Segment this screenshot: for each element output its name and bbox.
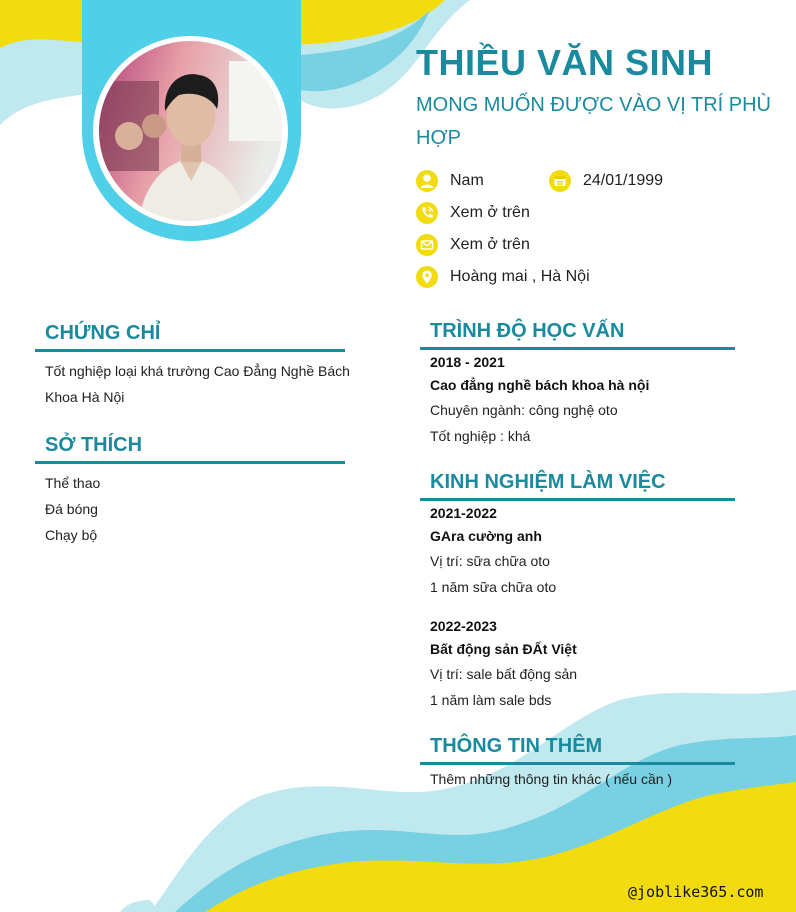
info-gender (416, 170, 484, 192)
certificate-item: Tốt nghiệp loại khá trường Cao Đẳng Nghề Bách Khoa Hà Nội (45, 363, 350, 405)
info-address (416, 266, 590, 288)
hobby-item: Đá bóng (45, 501, 98, 517)
education-school: Cao đẳng nghề bách khoa hà nội (430, 377, 650, 393)
job-company: Bất động sản ĐẤt Việt (430, 641, 577, 657)
calendar-icon (549, 170, 571, 192)
extra-title: THÔNG TIN THÊM (420, 735, 735, 765)
address-value: Hoàng mai , Hà Nội (450, 268, 590, 285)
extra-text: Thêm những thông tin khác ( nếu cần ) (430, 771, 673, 787)
job-position: Vị trí: sữa chữa oto (430, 553, 550, 569)
info-email (416, 234, 530, 256)
info-phone (416, 202, 530, 224)
job-position: Vị trí: sale bất động sản (430, 666, 578, 682)
footer-watermark: @joblike365.com (628, 883, 764, 901)
birthdate-value: 24/01/1999 (583, 172, 664, 189)
hobbies-title: SỞ THÍCH (35, 434, 345, 464)
hobby-item: Chạy bộ (45, 527, 98, 543)
gender-value: Nam (450, 172, 484, 189)
info-birthdate (549, 170, 663, 192)
email-icon (416, 234, 438, 256)
profile-photo (99, 41, 282, 221)
candidate-name: THIỀU VĂN SINH (416, 42, 714, 83)
education-grade: Tốt nghiệp : khá (430, 428, 531, 444)
job-period: 2021-2022 (430, 505, 497, 521)
phone-icon (416, 202, 438, 224)
job-company: GAra cường anh (430, 528, 542, 544)
education-period: 2018 - 2021 (430, 354, 505, 370)
job-detail: 1 năm làm sale bds (430, 692, 552, 708)
email-value: Xem ở trên (450, 236, 530, 253)
education-title: TRÌNH ĐỘ HỌC VẤN (420, 320, 735, 350)
certificates-title: CHỨNG CHỈ (35, 322, 345, 352)
phone-value: Xem ở trên (450, 204, 530, 221)
job-detail: 1 năm sữa chữa oto (430, 579, 557, 595)
job-period: 2022-2023 (430, 618, 497, 634)
location-icon (416, 266, 438, 288)
user-icon (416, 170, 438, 192)
career-objective: MONG MUỐN ĐƯỢC VÀO VỊ TRÍ PHÙ HỢP (416, 94, 771, 149)
hobby-item: Thể thao (45, 475, 101, 491)
education-major: Chuyên ngành: công nghệ oto (430, 402, 618, 418)
experience-title: KINH NGHIỆM LÀM VIỆC (420, 471, 735, 501)
